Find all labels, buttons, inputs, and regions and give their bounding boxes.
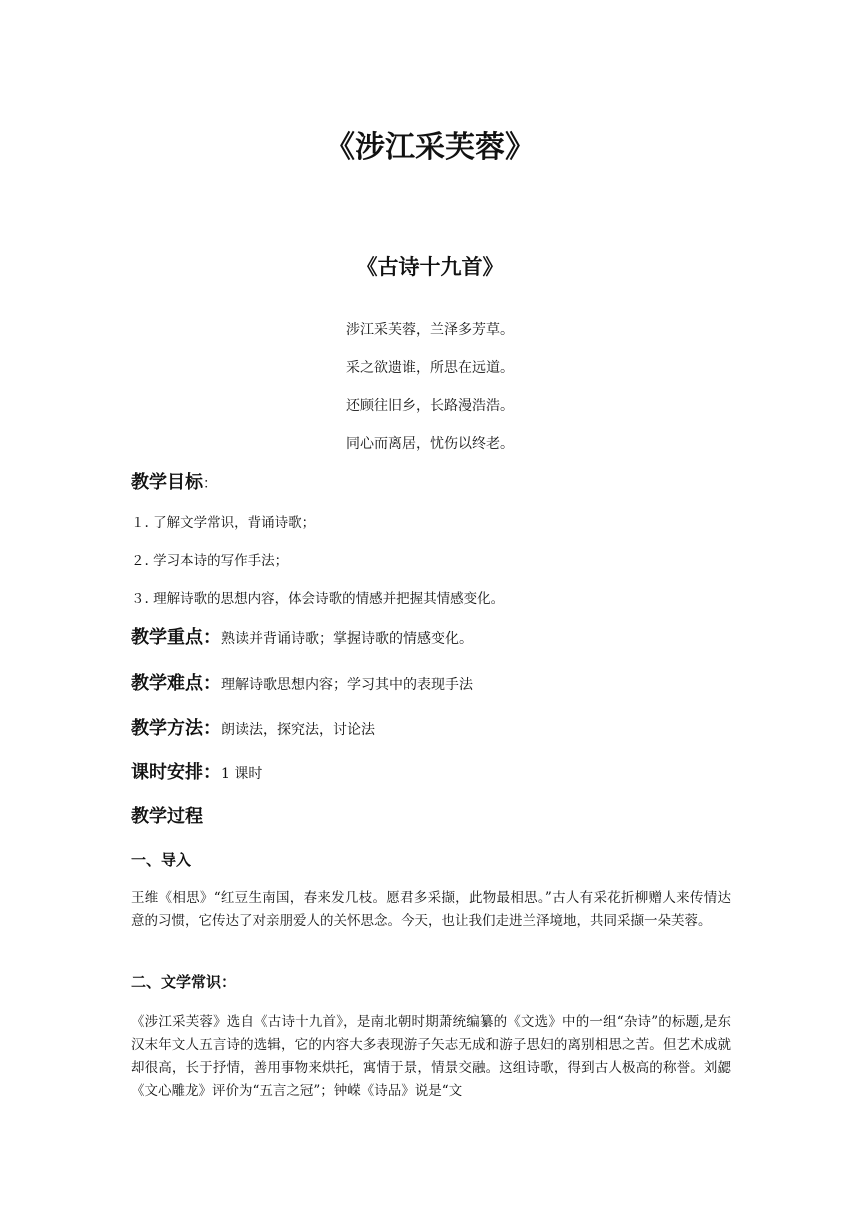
objectives-heading [131, 469, 731, 497]
key-points-text: 熟读并背诵诗歌；掌握诗歌的情感变化。 [221, 631, 473, 647]
section-heading-label: 二、文学常识： [131, 973, 237, 991]
objective-item: １. 了解文学常识，背诵诗歌； [131, 515, 316, 531]
schedule-text: 1 课时 [221, 766, 263, 782]
section-paragraph: 王维《相思》“红豆生南国，春来发几枝。愿君多采撷，此物最相思。”古人有采花折柳赠人来传情达意的习惯，它传达了对亲朋爱人的关怀思念。今天，也让我们走进兰泽境地，共同采撷一朵芙蓉。 [131, 890, 731, 929]
section-heading [131, 970, 731, 994]
key-points-heading: 教学重点： [131, 627, 221, 648]
methods-text: 朗读法，探究法，讨论法 [221, 722, 375, 738]
section-heading-label: 一、导入 [131, 851, 192, 869]
difficulties [131, 670, 731, 698]
process-heading [131, 803, 731, 831]
objectives-list [131, 512, 731, 626]
document-subtitle: 《古诗十九首》 [356, 255, 504, 279]
objective-item: ２. 学习本诗的写作手法； [131, 553, 289, 569]
key-points [131, 624, 731, 652]
poem-line: 采之欲遗谁，所思在远道。 [346, 360, 514, 376]
objectives-heading-label: 教学目标 [131, 472, 203, 493]
section-paragraph: 《涉江采芙蓉》选自《古诗十九首》，是南北朝时期萧统编纂的《文选》中的一组“杂诗”的标题,是东汉末年文人五言诗的选辑，它的内容大多表现游子矢志无成和游子思妇的离别相思之苦。但艺术成就却很高，长于抒情，善用事物来烘托，寓情于景，情景交融。这组诗歌，得到古人极高的称誉。刘勰《文心雕龙》评价为“五言之冠”；钟嵘《诗品》说是“文 [131, 1014, 731, 1099]
objectives-heading-colon: ： [203, 476, 217, 492]
process-heading-label: 教学过程 [131, 806, 203, 827]
poem-line: 涉江采芙蓉，兰泽多芳草。 [346, 322, 514, 338]
poem-line: 还顾往旧乡，长路漫浩浩。 [346, 398, 514, 414]
methods [131, 715, 731, 743]
schedule [131, 759, 731, 787]
difficulties-heading: 教学难点： [131, 673, 221, 694]
methods-heading: 教学方法： [131, 718, 221, 739]
poem [0, 318, 860, 470]
objective-item: ３. 理解诗歌的思想内容，体会诗歌的情感并把握其情感变化。 [131, 591, 505, 607]
poem-line: 同心而离居，忧伤以终老。 [346, 436, 514, 452]
document-title: 《涉江采芙蓉》 [325, 130, 535, 165]
difficulties-text: 理解诗歌思想内容；学习其中的表现手法 [221, 677, 473, 693]
schedule-heading: 课时安排： [131, 762, 221, 783]
section-heading [131, 848, 731, 872]
